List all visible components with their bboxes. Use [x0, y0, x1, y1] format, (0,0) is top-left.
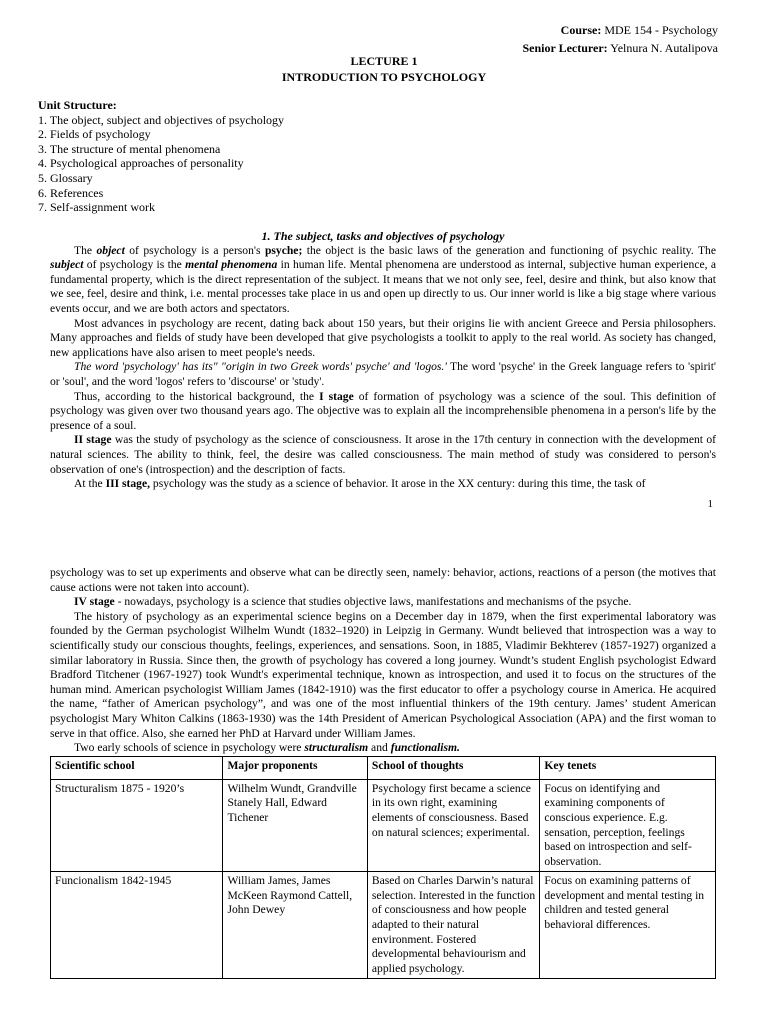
course-label: Course: [560, 23, 602, 37]
table-cell: Funcionalism 1842-1945 [51, 872, 223, 979]
lecture-number: LECTURE 1 [350, 54, 418, 68]
paragraph-stage-2: II stage was the study of psychology as the science of consciousness. It arose in the 17th century in connection with the development of natural sciences. The ability to think, feel, the desire was called consciousness. The main method of study was considered to person's observation of one's (introspection) and the description of facts. [50, 433, 716, 476]
unit-item: 5. Glossary [38, 170, 93, 185]
table-cell: William James, James McKeen Raymond Cattell, John Dewey [223, 872, 367, 979]
paragraph-origin: The word 'psychology' has its" "origin in two Greek words' psyche' and 'logos.' The word 'psyche' in the Greek language refers to 'spirit' or 'soul', and the word 'logos' refers to 'discourse' or 'study'. [50, 360, 717, 388]
unit-item: 6. References [38, 185, 104, 200]
unit-item: 3. The structure of mental phenomena [38, 141, 221, 156]
table-header-cell: Scientific school [51, 756, 223, 779]
table-header-cell: School of thoughts [367, 756, 539, 779]
unit-item: 7. Self-assignment work [38, 200, 155, 215]
lecturer-value: Yelnura N. Autalipova [607, 40, 718, 55]
lecture-title-block [0, 54, 768, 85]
table-row [51, 872, 716, 979]
table-cell: Focus on identifying and examining components of conscious experience. E.g. sensation, perception, feelings based on introspection and self-observation. [540, 779, 716, 872]
table-cell: Structuralism 1875 - 1920’s [51, 779, 223, 872]
paragraph-advances: Most advances in psychology are recent, dating back about 150 years, but their origins lie with ancient Greece and Persia philosophers. Many approaches and fields of study have been developed that give psychologists a toolkit to apply to the real world. As society has changed, new applications have also arisen to meet people's needs. [50, 316, 716, 359]
paragraph-history: The history of psychology as an experimental science begins on a December day in 1879, when the first experimental laboratory was founded by the German psychologist Wilhelm Wundt (1832–1920) in Leipzig in Germany. Wundt believed that introspection was a way to scientifically study our conscious thoughts, feelings, experiences, and sensations. Soon, in 1885, Vladimir Bekhterev (1857-1927) organized a similar laboratory in Russia. Since then, the growth of psychology has covered a long journey. Wundt’s student English psychologist Edward Bradford Titchener (1967-1927) took Wundt's experimental technique, known as introspection, and used it to focus on the structures of the human mind. American psychologist William James (1842-1910) was the first educator to offer a psychology course in America. He acquired the name, “father of American psychology”, and was one of the most influential thinkers of the 19th century. James’ student American psychologist Mary Whiton Calkins (1863-1930) was the 14th President of American Psychological Association (APA) and the first woman to serve in that office. Also, she earned her PhD at Harvard under William James. [50, 609, 716, 740]
table-cell: Based on Charles Darwin’s natural selection. Interested in the function of consciousness and how people adapted to their natural environment. Fostered developmental behaviourism and applied psychology. [367, 872, 539, 979]
page-2-body [50, 566, 716, 979]
table-header-cell: Key tenets [540, 756, 716, 779]
paragraph-stage-4: IV stage - nowadays, psychology is a science that studies objective laws, manifestations and mechanisms of the psyche. [74, 595, 632, 609]
paragraph-early-schools: Two early schools of science in psychology were structuralism and functionalism. [74, 741, 460, 755]
paragraph-stage-3: At the III stage, psychology was the study as a science of behavior. It arose in the XX century: during this time, the task of [74, 477, 646, 491]
section-1-title: 1. The subject, tasks and objectives of psychology [261, 229, 505, 243]
page-number: 1 [707, 498, 713, 510]
schools-table [50, 756, 716, 980]
unit-item: 4. Psychological approaches of personality [38, 156, 244, 171]
unit-item: 1. The object, subject and objectives of psychology [38, 112, 285, 127]
lecturer-label: Senior Lecturer: [522, 40, 608, 55]
table-cell: Wilhelm Wundt, Grandville Stanely Hall, Edward Tichener [223, 779, 367, 872]
paragraph-continued: psychology was to set up experiments and observe what can be directly seen, namely: behavior, actions, reactions of a person (the motives that cause actions were not taken into account). [50, 566, 716, 594]
table-cell: Psychology first became a science in its own right, examining elements of consciousness. Based on natural sciences; experimental. [367, 779, 539, 872]
section-1-body [50, 229, 716, 492]
course-value: MDE 154 - Psychology [601, 23, 718, 37]
unit-item: 2. Fields of psychology [38, 127, 151, 142]
table-row [51, 779, 716, 872]
paragraph-stage-1: Thus, according to the historical background, the I stage of formation of psychology was a science of the soul. This definition of psychology was given over two thousand years ago. The objective was to explain all the incomprehensible phenomena in a person's life by the presence of a soul. [50, 389, 716, 432]
course-line [522, 22, 718, 40]
table-header-cell: Major proponents [223, 756, 367, 779]
unit-structure-heading: Unit Structure: [38, 98, 117, 112]
paragraph-object-subject: The object of psychology is a person's psyche; the object is the basic laws of the generation and functioning of psychic reality. The subject of psychology is the mental phenomena in human life. Mental phenomena are understood as internal, subjective human experience, a fundamental property, which is the direct representation of the subject. It means that we not only see, feel, desire and think, but also know that we see, feel, desire and think, i.e. mental processes take place in us and open up directly to us. Our inner world is like a big stage where various events occur, and we are both actors and spectators. [50, 243, 716, 315]
unit-structure [38, 98, 284, 215]
table-cell: Focus on examining patterns of development and mental testing in children and tested general behavioral differences. [540, 872, 716, 979]
course-header [522, 22, 718, 57]
document-page-2 [0, 560, 768, 1024]
page-gap [0, 535, 768, 560]
lecture-title: INTRODUCTION TO PSYCHOLOGY [281, 69, 487, 84]
table-header-row [51, 756, 716, 779]
